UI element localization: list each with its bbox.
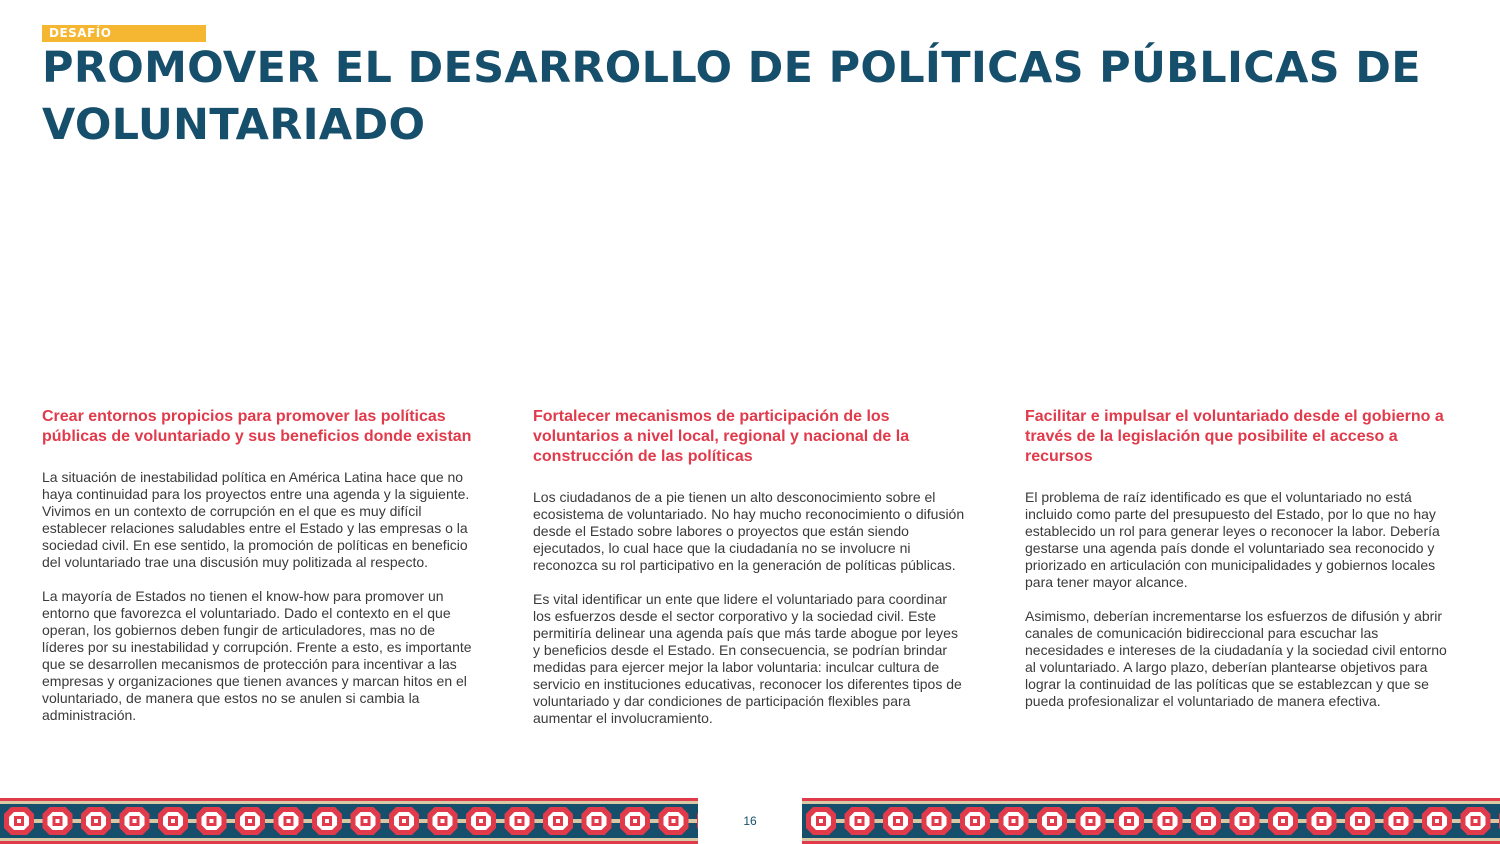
column-2-paragraph-2: Es vital identificar un ente que lidere el voluntariado para coordinar los esfuerzos desde el sector corporativo y la sociedad civil. Este permitiría delinear una agenda país que más tarde abogue por leyes y beneficios desde el Estado. En consecuencia, se podrían brindar medidas para ejercer mejor la labor voluntaria: inculcar cultura de servicio en instituciones educativas, reconocer los diferentes tipos de voluntariado y dar condiciones de participación flexibles para aumentar el involucramiento. (533, 591, 962, 726)
pattern-right-svg (802, 798, 1500, 844)
page-number: 16 (743, 814, 757, 828)
column-3 (1025, 407, 1457, 727)
column-3-heading: Facilitar e impulsar el voluntariado desde el gobierno a través de la legislación que posibilite el acceso a recursos (1025, 408, 1444, 465)
column-3-paragraph-1: El problema de raíz identificado es que el voluntariado no está incluido como parte del presupuesto del Estado, por lo que no hay establecido un rol para generar leyes o reconocer la labor. Debería gestarse una agenda país donde el voluntariado sea reconocido y priorizado en articulación con municipalidades y gobiernos locales para tener mayor alcance. (1025, 489, 1440, 590)
column-1-paragraph-2: La mayoría de Estados no tienen el know-how para promover un entorno que favorezca el voluntariado. Dado el contexto en el que operan, los gobiernos deben fungir de articuladores, mas no de líderes por su inestabilidad y corrupción. Frente a esto, es importante que se desarrollen mecanismos de protección para incentivar a las empresas y organizaciones que tienen avances y marcan hitos en el voluntariado, de manera que estos no se anulen si cambia la administración. (42, 588, 472, 723)
column-2 (533, 407, 965, 744)
section-badge: DESAFÍO (42, 25, 206, 42)
decorative-pattern-band-left (0, 798, 698, 844)
decorative-pattern-band-right (802, 798, 1500, 844)
column-1-paragraph-1: La situación de inestabilidad política en América Latina hace que no haya continuidad para los proyectos entre una agenda y la siguiente. Vivimos en un contexto de corrupción en el que es muy difícil establecer relaciones saludables entre el Estado y las empresas o la sociedad civil. En ese sentido, la promoción de políticas en beneficio del voluntariado trae una discusión muy politizada al respecto. (42, 469, 470, 570)
column-1 (42, 407, 474, 741)
pattern-left-svg (0, 798, 698, 844)
page-title: PROMOVER EL DESARROLLO DE POLÍTICAS PÚBLICAS DE VOLUNTARIADO (42, 43, 1421, 150)
column-1-heading: Crear entornos propicios para promover las políticas públicas de voluntariado y sus beneficios donde existan (42, 408, 472, 445)
column-3-paragraph-2: Asimismo, deberían incrementarse los esfuerzos de difusión y abrir canales de comunicación bidireccional para escuchar las necesidades e intereses de la ciudadanía y la sociedad civil entorno al voluntariado. A largo plazo, deberían plantearse objetivos para lograr la continuidad de las políticas que se establezcan y que se pueda profesionalizar el voluntariado de manera efectiva. (1025, 608, 1447, 709)
column-2-paragraph-1: Los ciudadanos de a pie tienen un alto desconocimiento sobre el ecosistema de voluntariado. No hay mucho reconocimiento o difusión desde el Estado sobre labores o proyectos que están siendo ejecutados, lo cual hace que la ciudadanía no se involucre ni reconozca su rol participativo en la generación de políticas públicas. (533, 489, 965, 573)
column-2-heading: Fortalecer mecanismos de participación de los voluntarios a nivel local, regional y nacional de la construcción de las políticas (533, 408, 910, 465)
